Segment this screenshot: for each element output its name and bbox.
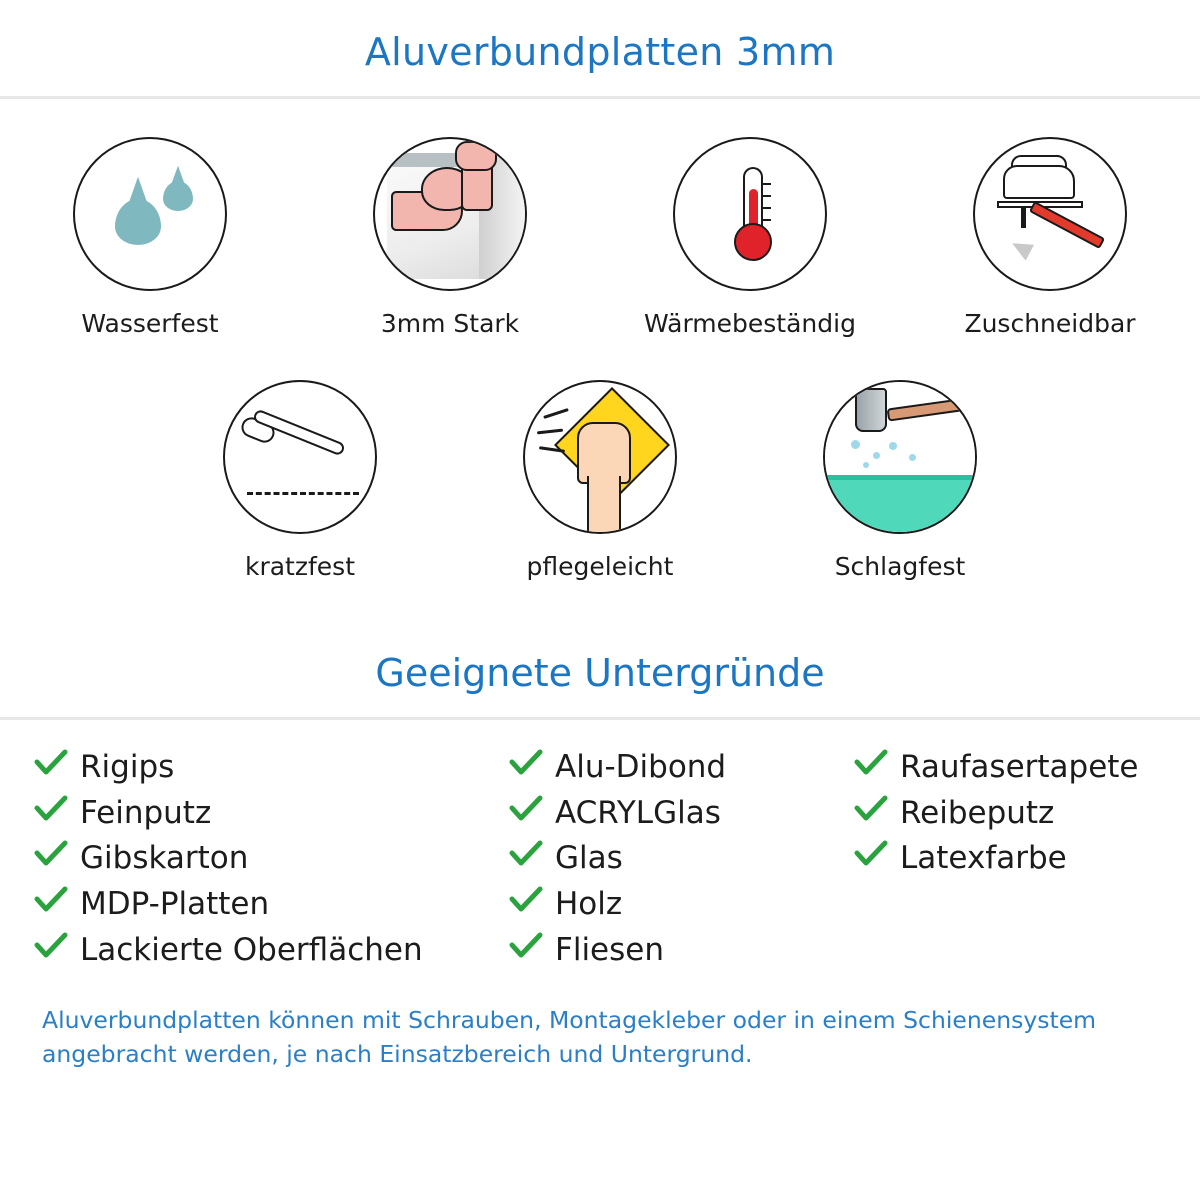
check-icon — [854, 795, 888, 823]
hand-shape — [577, 422, 631, 484]
feature-row-2 — [0, 380, 1200, 581]
check-icon — [854, 749, 888, 777]
jigsaw-body — [1003, 165, 1075, 199]
scratch-dashed-line — [247, 492, 359, 495]
impact-spark — [851, 440, 860, 449]
wrist-shape — [587, 476, 621, 534]
list-item-label: Gibskarton — [80, 840, 249, 877]
feature-pflegeleicht — [450, 380, 750, 581]
check-icon — [509, 932, 543, 960]
feature-label: Zuschneidbar — [964, 308, 1136, 338]
surface-body — [825, 480, 977, 532]
thermometer-tick — [763, 195, 771, 197]
list-item — [509, 748, 854, 787]
check-icon — [509, 749, 543, 777]
list-item-label: Alu-Dibond — [555, 748, 727, 785]
thermometer-tick — [763, 219, 771, 221]
list-item-label: Raufasertapete — [900, 748, 1139, 785]
feature-label: Schlagfest — [834, 551, 966, 581]
check-icon — [854, 840, 888, 868]
jigsaw-blade — [1021, 208, 1026, 228]
check-icon — [509, 840, 543, 868]
check-icon — [509, 886, 543, 914]
list-item-label: Latexfarbe — [900, 840, 1067, 877]
hammer-head — [855, 388, 887, 432]
hammer-impact-icon — [823, 380, 977, 534]
feature-waermebestaendig — [600, 137, 900, 338]
feature-3mm-stark — [300, 137, 600, 338]
substrates-columns — [0, 720, 1200, 977]
feature-schlagfest — [750, 380, 1050, 581]
feature-row-1 — [0, 137, 1200, 338]
list-item-label: Holz — [555, 886, 623, 923]
check-icon — [34, 840, 68, 868]
substrates-column-2 — [509, 748, 854, 977]
list-item — [854, 748, 1166, 787]
list-item — [509, 794, 854, 833]
list-item-label: ACRYLGlas — [555, 794, 721, 831]
list-item — [509, 839, 854, 878]
feature-zuschneidbar — [900, 137, 1200, 338]
feature-label: Wasserfest — [81, 308, 219, 338]
check-icon — [34, 886, 68, 914]
substrates-title: Geeignete Untergründe — [375, 650, 825, 695]
thermometer-bulb — [734, 223, 772, 261]
list-item-label: Rigips — [80, 748, 175, 785]
impact-spark — [889, 442, 897, 450]
fist-shape — [455, 141, 497, 171]
water-drop-icon — [73, 137, 227, 291]
water-drop-small-icon — [163, 181, 193, 211]
thermometer-icon — [673, 137, 827, 291]
list-item-label: MDP-Platten — [80, 886, 270, 923]
impact-spark — [909, 454, 916, 461]
feature-wasserfest — [0, 137, 300, 338]
list-item-label: Glas — [555, 840, 623, 877]
feature-label: kratzfest — [244, 551, 355, 581]
jigsaw-cutter-icon — [973, 137, 1127, 291]
substrates-column-1 — [34, 748, 509, 977]
check-icon — [509, 795, 543, 823]
list-item-label: Fliesen — [555, 931, 664, 968]
knife-scratch-icon — [223, 380, 377, 534]
cutter-blade-tip — [1008, 235, 1034, 260]
substrates-column-3 — [854, 748, 1166, 977]
check-icon — [34, 932, 68, 960]
list-item — [509, 931, 854, 970]
list-item-label: Feinputz — [80, 794, 212, 831]
list-item — [34, 839, 509, 878]
cutter-knife — [1029, 201, 1105, 249]
feature-kratzfest — [150, 380, 450, 581]
list-item — [34, 794, 509, 833]
impact-spark — [863, 462, 869, 468]
feature-label: 3mm Stark — [380, 308, 520, 338]
hand-cloth-wipe-icon — [523, 380, 677, 534]
list-item — [509, 885, 854, 924]
check-icon — [34, 795, 68, 823]
footnote-text: Aluverbundplatten können mit Schrauben, Montagekleber oder in einem Schienensystem angebracht werden, je nach Einsatzbereich und Untergrund. — [42, 1005, 1097, 1068]
water-drop-large-icon — [115, 199, 161, 245]
list-item — [34, 931, 509, 970]
impact-spark — [873, 452, 880, 459]
list-item — [34, 885, 509, 924]
list-item — [34, 748, 509, 787]
thermometer-tick — [763, 207, 771, 209]
feature-label: Wärmebeständig — [644, 308, 856, 338]
page-title: Aluverbundplatten 3mm — [364, 30, 836, 74]
check-icon — [34, 749, 68, 777]
thermometer-tick — [763, 183, 771, 185]
feature-label: pflegeleicht — [526, 551, 674, 581]
list-item-label: Reibeputz — [900, 794, 1055, 831]
list-item — [854, 794, 1166, 833]
list-item — [854, 839, 1166, 878]
list-item-label: Lackierte Oberflächen — [80, 931, 423, 968]
flexed-biceps-icon — [373, 137, 527, 291]
feature-grid — [0, 99, 1200, 581]
